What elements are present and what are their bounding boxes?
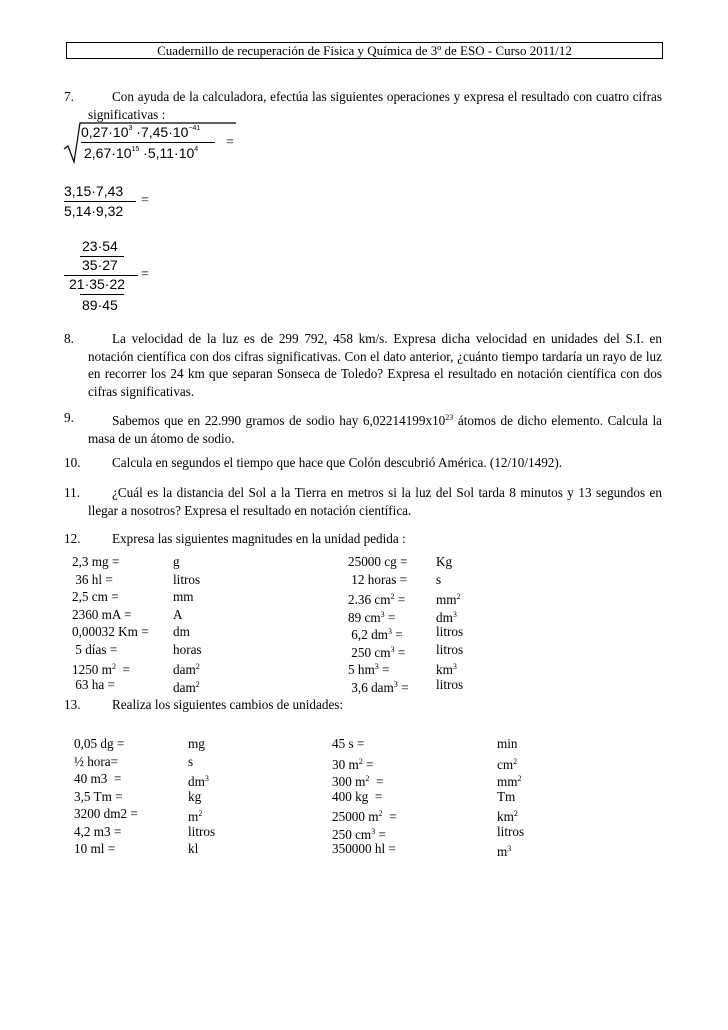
equals-sign: = xyxy=(141,193,149,208)
exercise-8 xyxy=(64,330,662,400)
table-cell-c: 2.36 $cm^2$ = xyxy=(348,592,406,607)
table-cell-c: 350000 hl = xyxy=(332,841,396,856)
exercise-number: 13. xyxy=(64,697,81,712)
math-expression-3 xyxy=(64,238,184,318)
table-cell-c: 30 $m^2$ = xyxy=(332,756,374,772)
table-cell-b: dam$^2$ xyxy=(173,679,200,695)
table-cell-d: Kg xyxy=(436,554,453,569)
table-cell-b: kl xyxy=(188,841,199,856)
table-cell-d: $dm^3$ xyxy=(436,609,457,625)
table-row xyxy=(72,840,652,858)
table-cell-d: min xyxy=(497,736,518,751)
exercise-text: Expresa las siguientes magnitudes en la unidad pedida : xyxy=(112,531,406,546)
table-cell-a: 63 ha = xyxy=(72,676,115,692)
table-cell-a: 36 hl = xyxy=(72,571,113,587)
table-cell-d: $m^3$ xyxy=(497,844,512,859)
math-1-denominator: $2,67\cdot 10^{15} \cdot 5,11\cdot 10^4$ xyxy=(84,145,199,161)
table-cell-c: 5 $hm^3$ = xyxy=(348,662,390,677)
table-cell-a: 0,00032 Km = xyxy=(72,624,149,639)
fraction-bar xyxy=(80,294,124,295)
table-cell-d: Tm xyxy=(497,788,516,804)
table-row xyxy=(72,735,652,753)
math-2-denominator: 5,14·9,32 xyxy=(64,203,124,219)
table-row xyxy=(72,823,652,841)
header-title: Cuadernillo de recuperación de Física y Química de 3º de ESO - Curso 2011/12 xyxy=(157,43,572,58)
table-cell-d: $mm^2$ xyxy=(497,774,522,789)
table-cell-a: 3200 dm2 = xyxy=(74,806,138,821)
table-cell-c: 3,6 dam$^3$ = xyxy=(348,679,409,695)
exercise-13 xyxy=(64,696,662,714)
table-cell-b: dm xyxy=(173,624,190,639)
table-cell-b: litros xyxy=(173,571,201,587)
table-cell-d: litros xyxy=(436,641,464,657)
exercise-text: Calcula en segundos el tiempo que hace que Colón descubrió América. (12/10/1492). xyxy=(112,455,563,470)
unit-conversion-table-12 xyxy=(72,553,632,693)
equals-sign: = xyxy=(141,267,149,282)
table-cell-a: 5 días = xyxy=(72,641,118,657)
table-cell-c: 300 $m^2$ = xyxy=(332,774,384,789)
table-cell-d: litros xyxy=(436,624,464,639)
table-cell-d: $mm^2$ xyxy=(436,592,461,607)
table-cell-d: litros xyxy=(436,676,464,692)
exercise-12 xyxy=(64,530,662,548)
math-2-numerator: 3,15·7,43 xyxy=(64,183,124,199)
table-row xyxy=(72,606,632,624)
fraction-bar xyxy=(81,142,215,143)
table-cell-a: 2,3 mg = xyxy=(72,554,120,569)
table-cell-c: 25000 cg = xyxy=(348,554,408,569)
exercise-number: 12. xyxy=(64,531,81,546)
table-row xyxy=(72,676,632,694)
exercise-number: 7. xyxy=(64,89,74,104)
table-cell-b: horas xyxy=(173,641,202,657)
table-row xyxy=(72,788,652,806)
table-cell-c: 250 $cm^3$ = xyxy=(348,644,406,660)
exercise-11 xyxy=(64,484,662,519)
table-row xyxy=(72,641,632,659)
table-cell-a: 2,5 cm = xyxy=(72,589,119,604)
table-row xyxy=(72,658,632,676)
exercise-text: Con ayuda de la calculadora, efectúa las siguientes operaciones y expresa el resultado con cuatro cifras significativas : xyxy=(88,89,662,122)
table-cell-b: mm xyxy=(173,589,194,604)
table-cell-a: 3,5 Tm = xyxy=(74,788,123,804)
table-cell-b: mg xyxy=(188,736,205,751)
table-cell-a: 40 m3 = xyxy=(74,771,122,786)
table-row xyxy=(72,770,652,788)
fraction-bar xyxy=(64,201,136,202)
table-row xyxy=(72,623,632,641)
exercise-number: 11. xyxy=(64,485,80,500)
exercise-10 xyxy=(64,454,662,472)
table-cell-d: $cm^2$ xyxy=(497,756,518,772)
table-cell-c: 250 $cm^3$ = xyxy=(332,826,386,842)
table-cell-d: litros xyxy=(497,823,525,839)
table-cell-c: 6,2 $dm^3$ = xyxy=(348,627,403,642)
table-cell-b: dam$^2$ xyxy=(173,662,200,677)
math-3-top-denominator: 35·27 xyxy=(82,257,118,273)
exercise-text: Sabemos que en 22.990 gramos de sodio hay $6,02214199x10^{23}$ átomos de dicho elemento. Calcula la masa de un átomo de sodio. xyxy=(88,413,662,446)
exercise-number: 9. xyxy=(64,410,74,425)
table-cell-b: A xyxy=(173,606,183,622)
exercise-text: ¿Cuál es la distancia del Sol a la Tierra en metros si la luz del Sol tarda 8 minutos y 13 segundos en llegar a nosotros? Expresa el resultado en notación científica. xyxy=(88,485,662,518)
table-row xyxy=(72,571,632,589)
table-cell-d: s xyxy=(436,571,442,587)
exercise-text: Realiza los siguientes cambios de unidades: xyxy=(112,697,344,712)
exercise-number: 8. xyxy=(64,331,74,346)
table-cell-c: 400 kg = xyxy=(332,788,383,804)
table-cell-a: 1250 $m^2$ = xyxy=(72,662,130,677)
table-cell-d: $km^3$ xyxy=(436,662,457,677)
table-cell-b: litros xyxy=(188,823,216,839)
math-expression-1 xyxy=(62,118,252,166)
equals-sign: = xyxy=(226,135,234,150)
table-cell-b: g xyxy=(173,554,180,569)
table-cell-c: 25000 $m^2$ = xyxy=(332,809,397,824)
table-cell-a: 10 ml = xyxy=(74,841,116,856)
math-3-bottom-numerator: 21·35·22 xyxy=(69,276,126,292)
page-header xyxy=(66,42,663,59)
table-cell-b: kg xyxy=(188,788,202,804)
table-cell-a: 4,2 m3 = xyxy=(74,823,122,839)
table-row xyxy=(72,553,632,571)
table-cell-b: $dm^3$ xyxy=(188,774,209,789)
math-1-numerator: $0,27\cdot 10^3 \cdot 7,45\cdot 10^{-41}$ xyxy=(81,124,201,140)
table-cell-a: ½ hora= xyxy=(74,753,119,769)
table-row xyxy=(72,753,652,771)
table-cell-a: 0,05 dg = xyxy=(74,736,125,751)
table-cell-d: $km^2$ xyxy=(497,809,518,824)
exercise-number: 10. xyxy=(64,455,81,470)
math-expression-2 xyxy=(64,183,184,223)
table-cell-c: 89 $cm^3$ = xyxy=(348,609,396,625)
table-cell-b: s xyxy=(188,753,194,769)
table-cell-a: 2360 mA = xyxy=(72,606,132,622)
exercise-9 xyxy=(64,409,662,447)
math-3-bottom-denominator: 89·45 xyxy=(82,297,118,313)
math-3-top-numerator: 23·54 xyxy=(82,238,118,254)
table-cell-b: $m^2$ xyxy=(188,809,203,824)
exercise-text: La velocidad de la luz es de 299 792, 458 km/s. Expresa dicha velocidad en unidades del S.I. en notación científica con dos cifras significativas. Con el dato anterior, ¿cuánto tiempo tardaría un rayo de luz en recorrer los 24 km que separan Sonseca de Toledo? Expresa el resultado en notación científica con dos cifras significativas. xyxy=(88,331,662,399)
table-cell-c: 12 horas = xyxy=(348,571,408,587)
table-row xyxy=(72,805,652,823)
unit-conversion-table-13 xyxy=(72,735,652,858)
table-cell-c: 45 s = xyxy=(332,736,365,751)
table-row xyxy=(72,588,632,606)
